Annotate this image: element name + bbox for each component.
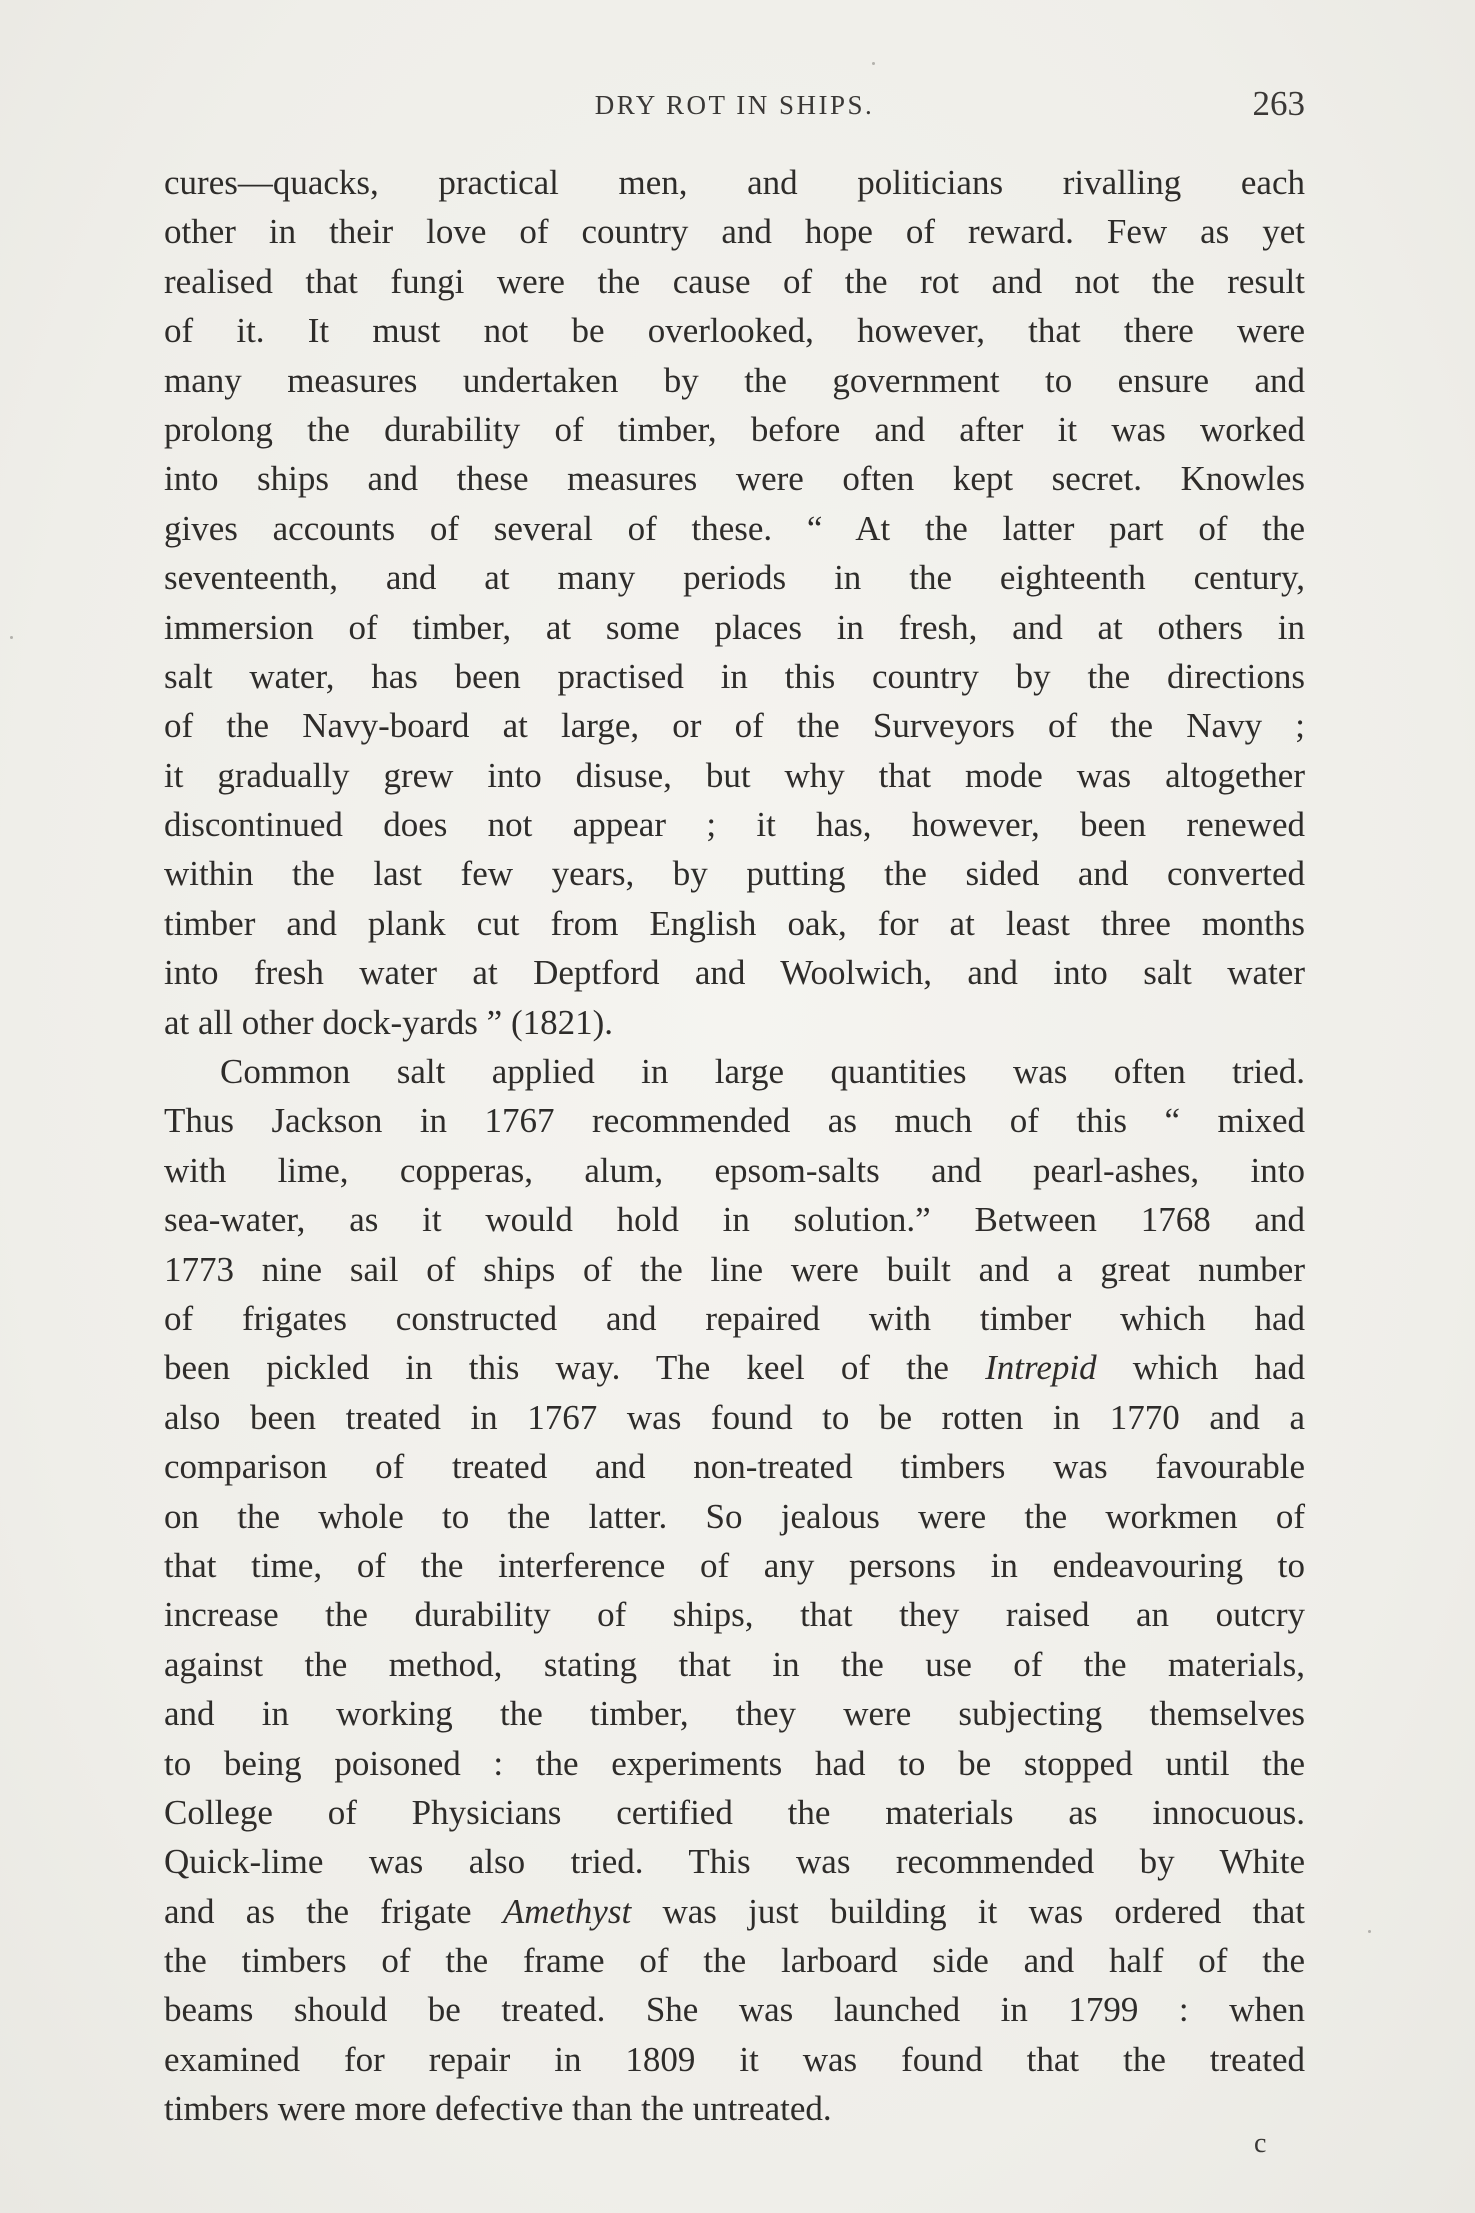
text-line: Thus Jackson in 1767 recommended as much of this “ mixed (164, 1101, 1305, 1141)
text-line: beams should be treated. She was launched in 1799 : when (164, 1990, 1305, 2030)
text-line: of the Navy-board at large, or of the Surveyors of the Navy ; (164, 706, 1305, 746)
running-title: DRY ROT IN SHIPS. (594, 90, 875, 120)
paper-speck (1368, 1930, 1371, 1933)
text-line: with lime, copperas, alum, epsom-salts and pearl-ashes, into (164, 1150, 1305, 1190)
text-line: into fresh water at Deptford and Woolwich, and into salt water (164, 953, 1305, 993)
text-line: of it. It must not be overlooked, however, that there were (164, 311, 1305, 351)
text-line: been pickled in this way. The keel of the Intrepid which had (164, 1348, 1305, 1388)
paper-speck (10, 636, 13, 639)
italic-ship-name: Amethyst (502, 1891, 632, 1931)
text-line: timber and plank cut from English oak, for at least three months (164, 903, 1305, 943)
text-line: within the last few years, by putting the sided and converted (164, 854, 1305, 894)
text-line: realised that fungi were the cause of the rot and not the result (164, 261, 1305, 301)
text-line: discontinued does not appear ; it has, however, been renewed (164, 805, 1305, 845)
paper-speck (872, 62, 875, 65)
paragraph (164, 158, 1305, 1047)
text-line: it gradually grew into disuse, but why that mode was altogether (164, 755, 1305, 795)
text-line: at all other dock-yards ” (1821). (164, 1002, 614, 1042)
running-head (164, 84, 1305, 134)
text-line: into ships and these measures were often kept secret. Knowles (164, 459, 1305, 499)
text-line: many measures undertaken by the government to ensure and (164, 360, 1305, 400)
text-line: immersion of timber, at some places in fresh, and at others in (164, 607, 1305, 647)
text-line: Common salt applied in large quantities was often tried. (220, 1052, 1305, 1092)
text-line: examined for repair in 1809 it was found that the treated (164, 2039, 1305, 2079)
text-line: on the whole to the latter. So jealous were the workmen of (164, 1496, 1305, 1536)
page-number: 263 (1252, 84, 1305, 123)
signature-mark: c (1254, 2128, 1267, 2159)
text-line: timbers were more defective than the untreated. (164, 2089, 832, 2129)
text-line: and as the frigate Amethyst was just building it was ordered that (164, 1891, 1305, 1931)
text-line: the timbers of the frame of the larboard side and half of the (164, 1941, 1305, 1981)
text-line: sea-water, as it would hold in solution.” Between 1768 and (164, 1200, 1305, 1240)
text-line: increase the durability of ships, that they raised an outcry (164, 1595, 1305, 1635)
text-line: seventeenth, and at many periods in the eighteenth century, (164, 558, 1305, 598)
text-line: that time, of the interference of any persons in endeavouring to (164, 1545, 1305, 1585)
paragraph (164, 1047, 1305, 2134)
text-line: prolong the durability of timber, before and after it was worked (164, 409, 1305, 449)
text-line: 1773 nine sail of ships of the line were built and a great number (164, 1249, 1305, 1289)
text-line: other in their love of country and hope of reward. Few as yet (164, 212, 1305, 252)
text-line: also been treated in 1767 was found to be rotten in 1770 and a (164, 1397, 1305, 1437)
text-line: gives accounts of several of these. “ At the latter part of the (164, 508, 1305, 548)
text-line: cures—quacks, practical men, and politicians rivalling each (164, 163, 1305, 202)
body-text (164, 158, 1305, 2134)
text-line: against the method, stating that in the use of the materials, (164, 1644, 1305, 1684)
text-line: salt water, has been practised in this country by the directions (164, 656, 1305, 696)
text-line: College of Physicians certified the materials as innocuous. (164, 1792, 1305, 1832)
italic-ship-name: Intrepid (985, 1348, 1097, 1388)
text-line: of frigates constructed and repaired with timber which had (164, 1298, 1305, 1338)
text-line: Quick-lime was also tried. This was recommended by White (164, 1842, 1305, 1882)
text-line: comparison of treated and non-treated timbers was favourable (164, 1447, 1305, 1487)
text-line: and in working the timber, they were subjecting themselves (164, 1694, 1305, 1734)
text-line: to being poisoned : the experiments had to be stopped until the (164, 1743, 1305, 1783)
